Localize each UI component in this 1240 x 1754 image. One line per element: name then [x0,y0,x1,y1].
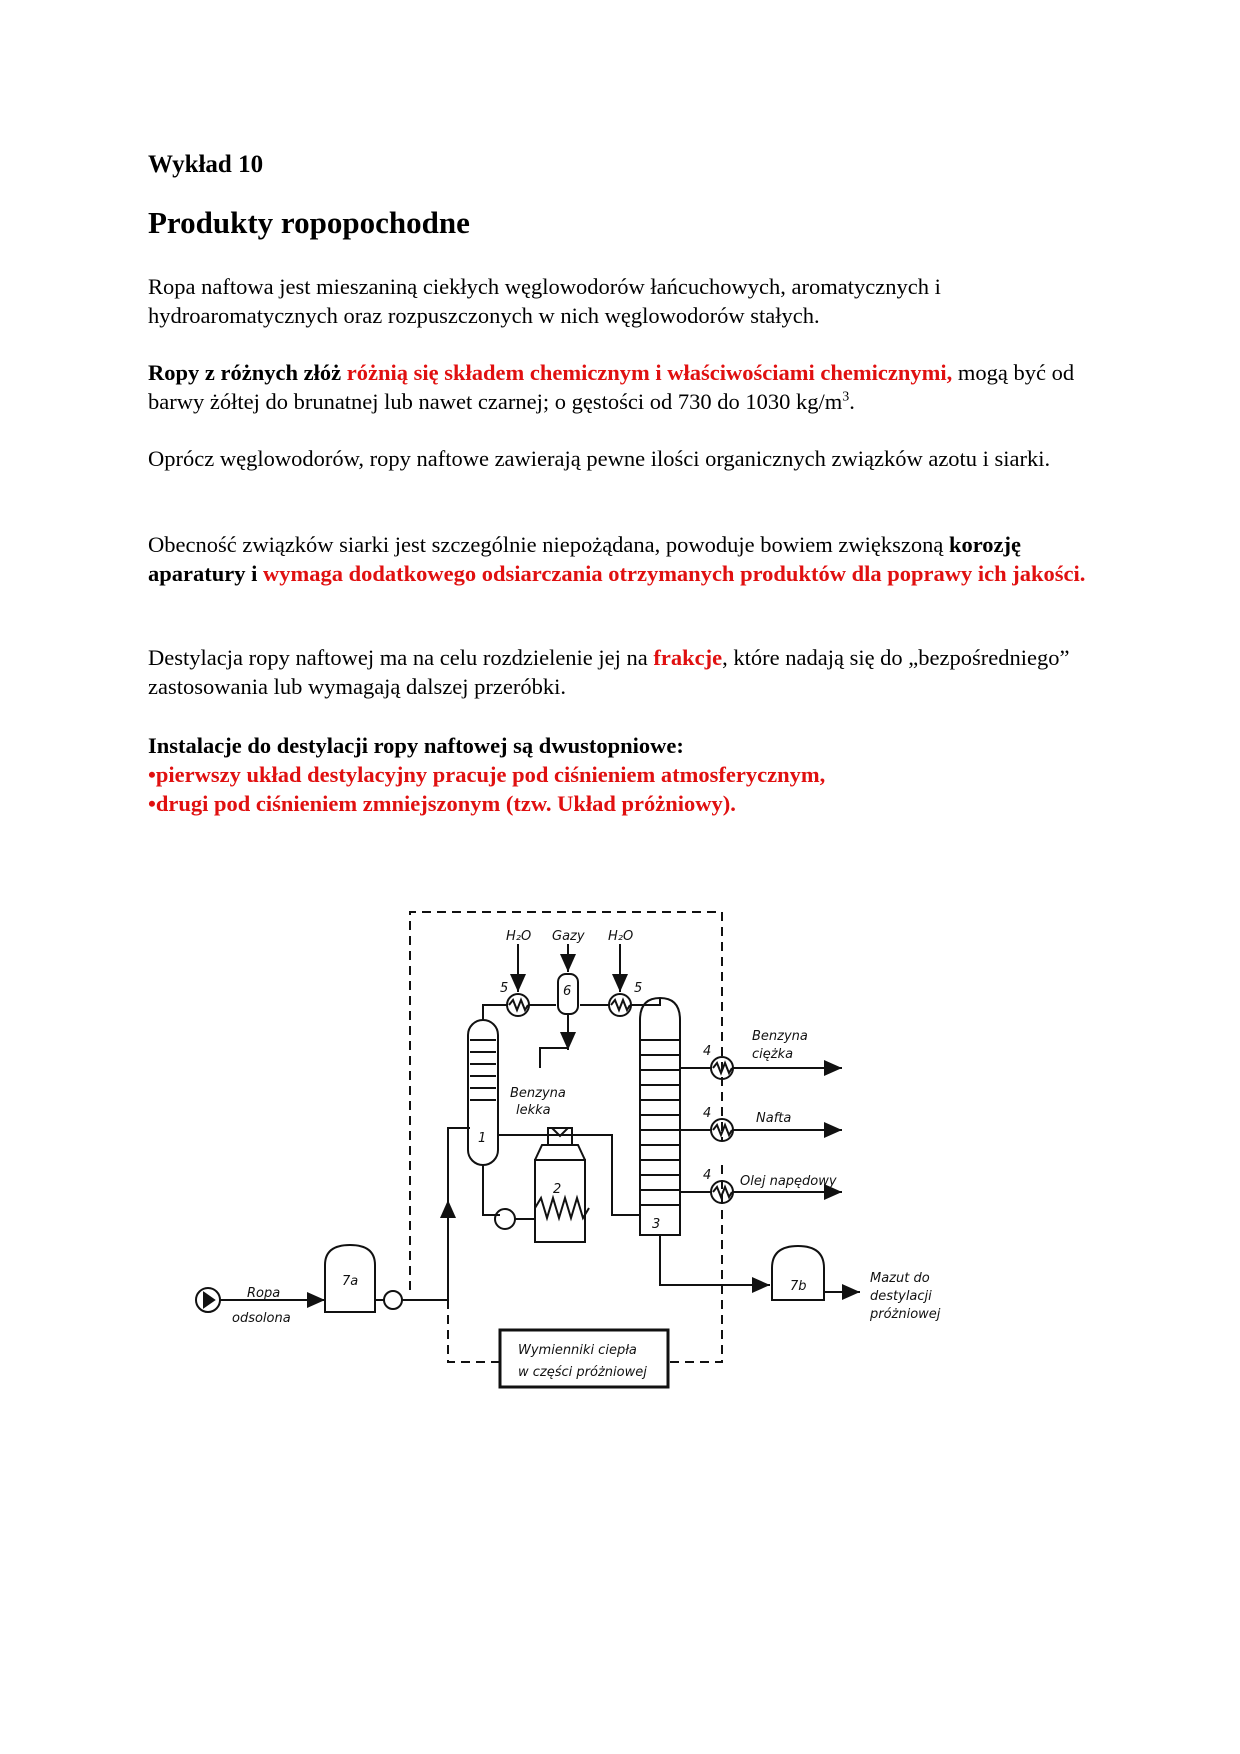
lecture-heading: Wykład 10 [148,151,264,178]
p6-bullet-atmospheric: •pierwszy układ destylacyjny pracuje pod ciśnieniem atmosferycznym, [148,762,826,787]
label-mazut-1: Mazut do [870,1271,930,1286]
p5-normal-text: Destylacja ropy naftowej ma na celu rozdzielenie jej na [148,645,654,670]
label-crude-2: odsolona [232,1311,291,1326]
label-4-b: 4 [703,1106,712,1121]
p2-period: . [849,389,855,414]
p5-normal-text-end: , które nadają się do „bezpośredniego” zastosowania lub wymagają dalszej przeróbki. [148,645,1070,699]
furnace-2 [535,1128,589,1242]
label-naphtha: Nafta [756,1111,792,1126]
label-gases: Gazy [552,929,585,944]
label-4-a: 4 [703,1044,712,1059]
label-heavy-gasoline-1: Benzyna [752,1029,808,1044]
p6-bullet-vacuum: •drugi pod ciśnieniem zmniejszonym (tzw. Układ próżniowy). [148,791,736,816]
label-mazut-2: destylacji [870,1289,932,1304]
label-7a: 7a [342,1274,359,1289]
label-5-left: 5 [500,981,509,996]
pump-7a [384,1291,402,1309]
label-3: 3 [652,1217,661,1232]
p5-red-fractions: frakcje [653,645,723,670]
paragraph-nitrogen-sulfur: Oprócz węglowodorów, ropy naftowe zawierają pewne ilości organicznych związków azotu i siarki. [148,446,1051,471]
paragraph-crude-oil: Ropa naftowa jest mieszaniną ciekłych węglowodorów łańcuchowych, aromatycznych i hydroaromatycznych oraz rozpuszczonych w nich węglowodorów stałych. [148,274,941,328]
label-diesel: Olej napędowy [740,1174,837,1189]
label-light-gasoline-2: lekka [516,1103,551,1118]
page-title: Produkty ropopochodne [148,205,470,240]
label-h2o-left: H₂O [506,929,532,944]
dashed-return-right [448,1200,500,1362]
label-light-gasoline-1: Benzyna [510,1086,566,1101]
label-1: 1 [478,1131,487,1146]
label-hx-2: w części próżniowej [518,1365,647,1380]
p2-normal-text: mogą być od barwy żółtej do brunatnej lub nawet czarnej; o gęstości od 730 do 1030 kg/m [148,360,1075,414]
p4-bold-text: korozję aparatury i [148,532,1022,586]
pump-column-1 [495,1209,515,1229]
label-crude-1: Ropa [247,1286,281,1301]
p2-superscript: 3 [842,389,850,405]
label-5-right: 5 [634,981,643,996]
label-h2o-right: H₂O [608,929,634,944]
p6-heading: Instalacje do destylacji ropy naftowej są dwustopniowe: [148,733,684,758]
p4-red-text: wymaga dodatkowego odsiarczania otrzymanych produktów dla poprawy ich jakości. [263,561,1086,586]
label-mazut-3: próżniowej [870,1307,941,1322]
p2-bold-text: Ropy z różnych złóż [148,360,347,385]
label-heavy-gasoline-2: ciężka [752,1047,794,1062]
label-7b: 7b [790,1279,807,1294]
label-hx-1: Wymienniki ciepła [518,1343,637,1358]
label-2: 2 [553,1182,562,1197]
column-3 [640,998,680,1235]
p2-red-text: różnią się składem chemicznym i właściwościami chemicznymi, [346,360,953,385]
label-6: 6 [563,984,572,999]
dashed-return-left [668,1165,722,1362]
label-4-c: 4 [703,1168,712,1183]
p4-normal-text: Obecność związków siarki jest szczególnie niepożądana, powoduje bowiem zwiększoną [148,532,949,557]
